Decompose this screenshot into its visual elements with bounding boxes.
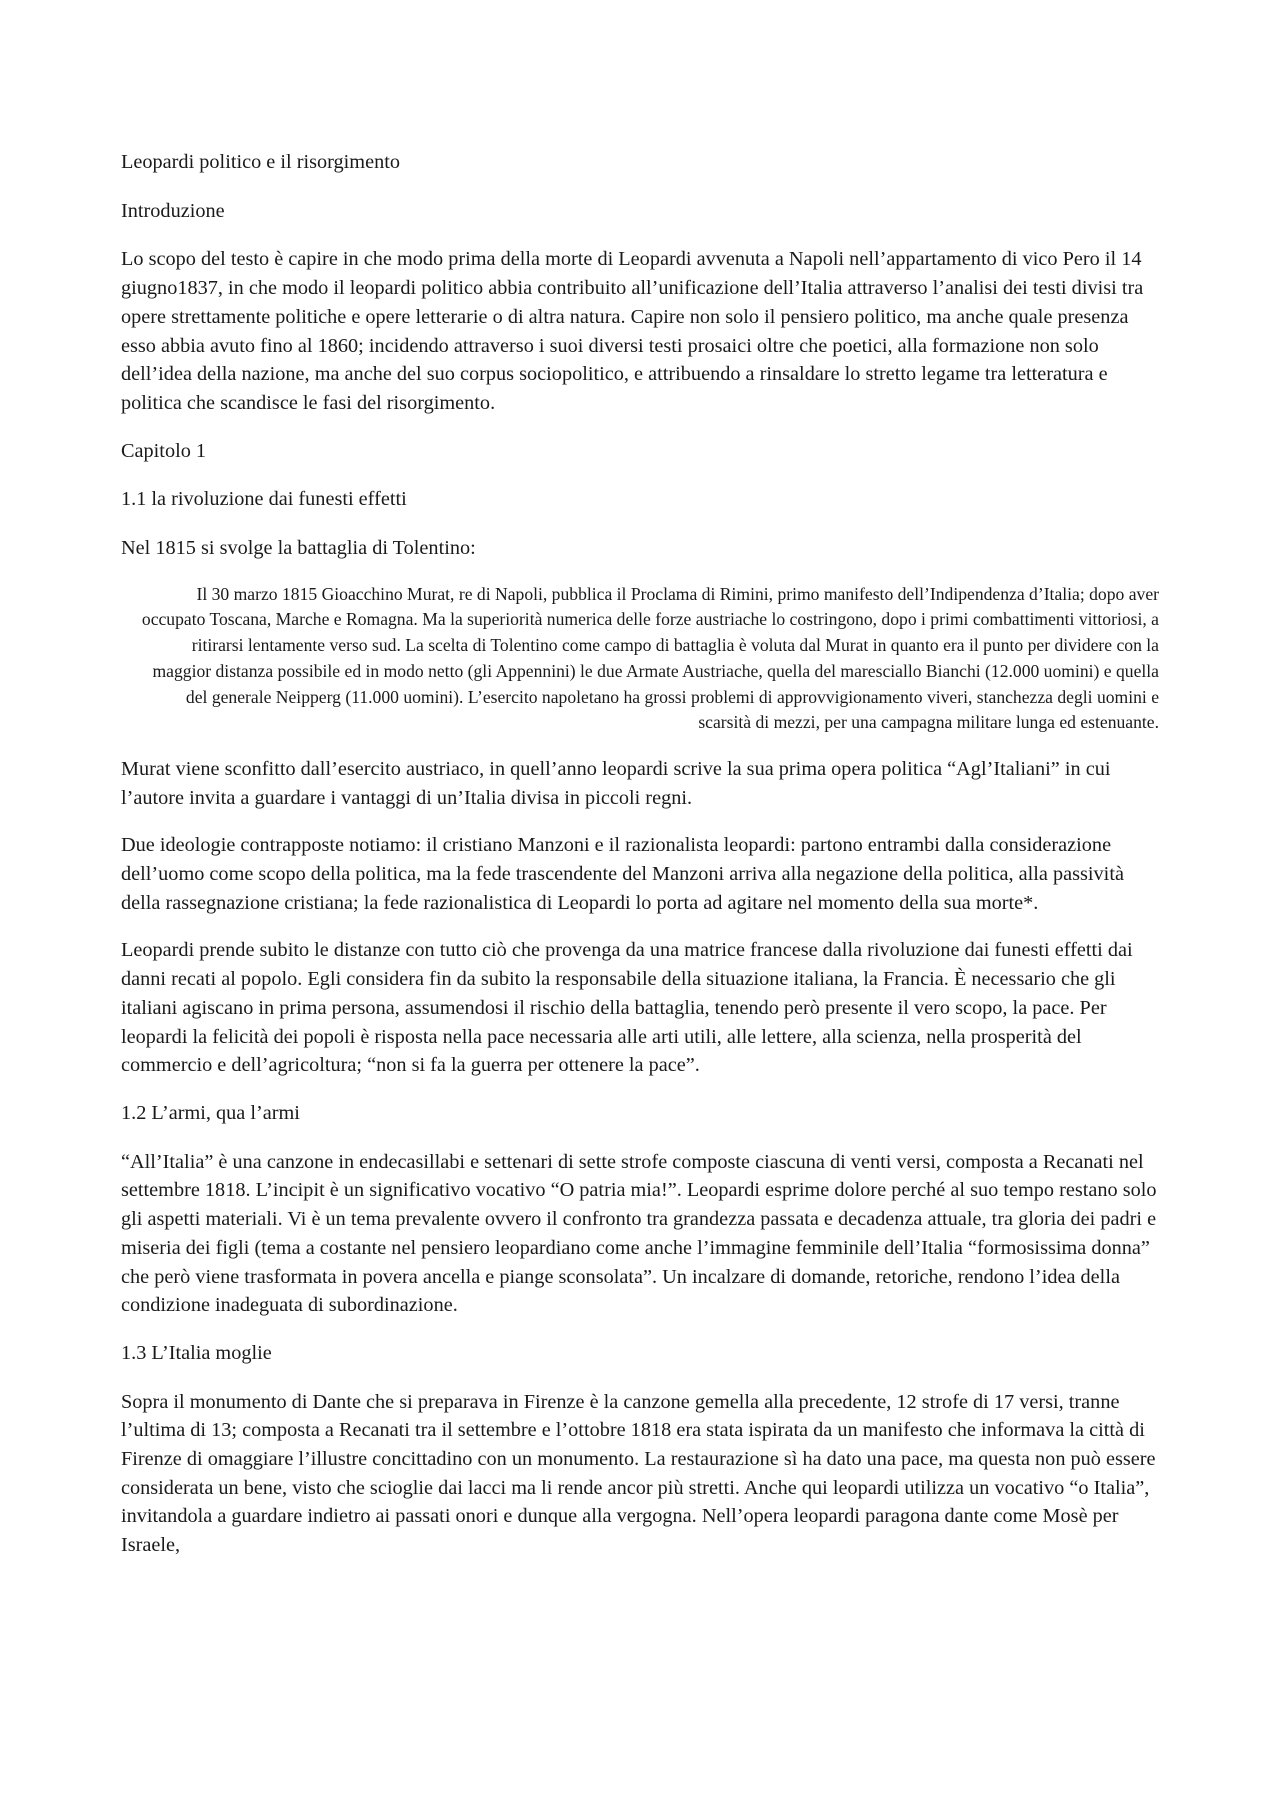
section-1-1-paragraph-2: Due ideologie contrapposte notiamo: il cristiano Manzoni e il razionalista leopardi: partono entrambi dalla considerazione dell’uomo come scopo della politica, ma la fede trascendente del Manzoni arriva alla negazione della politica, alla passività della rassegnazione cristiana; la fede razionalistica di Leopardi lo porta ad agitare nel momento della sua morte*. <box>121 834 1124 914</box>
section-1-1-heading: 1.1 la rivoluzione dai funesti effetti <box>121 488 407 511</box>
intro-heading: Introduzione <box>121 199 225 222</box>
section-1-1-paragraph-1: Murat viene sconfitto dall’esercito austriaco, in quell’anno leopardi scrive la sua prima opera politica “Agl’Italiani” in cui l’autore invita a guardare i vantaggi di un’Italia divisa in piccoli regni. <box>121 757 1111 809</box>
section-1-1-lead: Nel 1815 si svolge la battaglia di Tolentino: <box>121 537 476 560</box>
section-1-3-heading: 1.3 L’Italia moglie <box>121 1341 272 1364</box>
section-1-1-paragraph-3: Leopardi prende subito le distanze con tutto ciò che provenga da una matrice francese dalla rivoluzione dai funesti effetti dai danni recati al popolo. Egli considera fin da subito la responsabile della situazione italiana, la Francia. È necessario che gli italiani agiscano in prima persona, assumendosi il rischio della battaglia, tenendo però presente il vero scopo, la pace. Per leopardi la felicità dei popoli è risposta nella pace necessaria alle arti utili, alle lettere, alla scienza, nella prosperità del commercio e dell’agricoltura; “non si fa la guerra per ottenere la pace”. <box>121 939 1133 1077</box>
intro-paragraph: Lo scopo del testo è capire in che modo prima della morte di Leopardi avvenuta a Napoli nell’appartamento di vico Pero il 14 giugno1837, in che modo il leopardi politico abbia contribuito all’unificazione dell’Italia attraverso l’analisi dei testi divisi tra opere strettamente politiche e opere letterarie o di altra natura. Capire non solo il pensiero politico, ma anche quale presenza esso abbia avuto fino al 1860; incidendo attraverso i suoi diversi testi prosaici oltre che poetici, alla formazione non solo dell’idea della nazione, ma anche del suo corpus sociopolitico, e attribuendo a rinsaldare lo stretto legame tra letteratura e politica che scandisce le fasi del risorgimento. <box>121 248 1144 414</box>
section-1-2-paragraph-1: “All’Italia” è una canzone in endecasillabi e settenari di sette strofe composte ciascuna di venti versi, composta a Recanati nel settembre 1818. L’incipit è un significativo vocativo “O patria mia!”. Leopardi esprime dolore perché al suo tempo restano solo gli aspetti materiali. Vi è un tema prevalente ovvero il confronto tra grandezza passata e decadenza attuale, tra gloria dei padri e miseria dei figli (tema a costante nel pensiero leopardiano come anche l’immagine femminile dell’Italia “formosissima donna” che però viene trasformata in povera ancella e piange sconsolata”. Un incalzare di domande, retoriche, rendono l’idea della condizione inadeguata di subordinazione. <box>121 1150 1157 1317</box>
block-quote: Il 30 marzo 1815 Gioacchino Murat, re di Napoli, pubblica il Proclama di Rimini, primo manifesto dell’Indipendenza d’Italia; dopo aver occupato Toscana, Marche e Romagna. Ma la superiorità numerica delle forze austriache lo costringono, dopo i primi combattimenti vittoriosi, a ritirarsi lentamente verso sud. La scelta di Tolentino come campo di battaglia è voluta dal Murat in quanto era il punto per dividere con la maggior distanza possibile ed in modo netto (gli Appennini) le due Armate Austriache, quella del maresciallo Bianchi (12.000 uomini) e quella del generale Neipperg (11.000 uomini). L’esercito napoletano ha grossi problemi di approvvigionamento viveri, stanchezza degli uomini e scarsità di mezzi, per una campagna militare lunga ed estenuante. <box>141 583 1159 733</box>
section-1-3-paragraph-1: Sopra il monumento di Dante che si preparava in Firenze è la canzone gemella alla precedente, 12 strofe di 17 versi, tranne l’ultima di 13; composta a Recanati tra il settembre e l’ottobre 1818 era stata ispirata da un manifesto che informava la città di Firenze di omaggiare l’illustre concittadino con un monumento. La restaurazione sì ha dato una pace, ma questa non può essere considerata un bene, visto che scioglie dai lacci ma li rende ancor più stretti. Anche qui leopardi utilizza un vocativo “o Italia”, invitandola a guardare indietro ai passati onori e dunque alla vergogna. Nell’opera leopardi paragona dante come Mosè per Israele, <box>121 1390 1156 1557</box>
document-page <box>121 148 1159 1579</box>
chapter-heading: Capitolo 1 <box>121 439 207 462</box>
document-title: Leopardi politico e il risorgimento <box>121 151 400 173</box>
section-1-2-heading: 1.2 L’armi, qua l’armi <box>121 1101 300 1124</box>
